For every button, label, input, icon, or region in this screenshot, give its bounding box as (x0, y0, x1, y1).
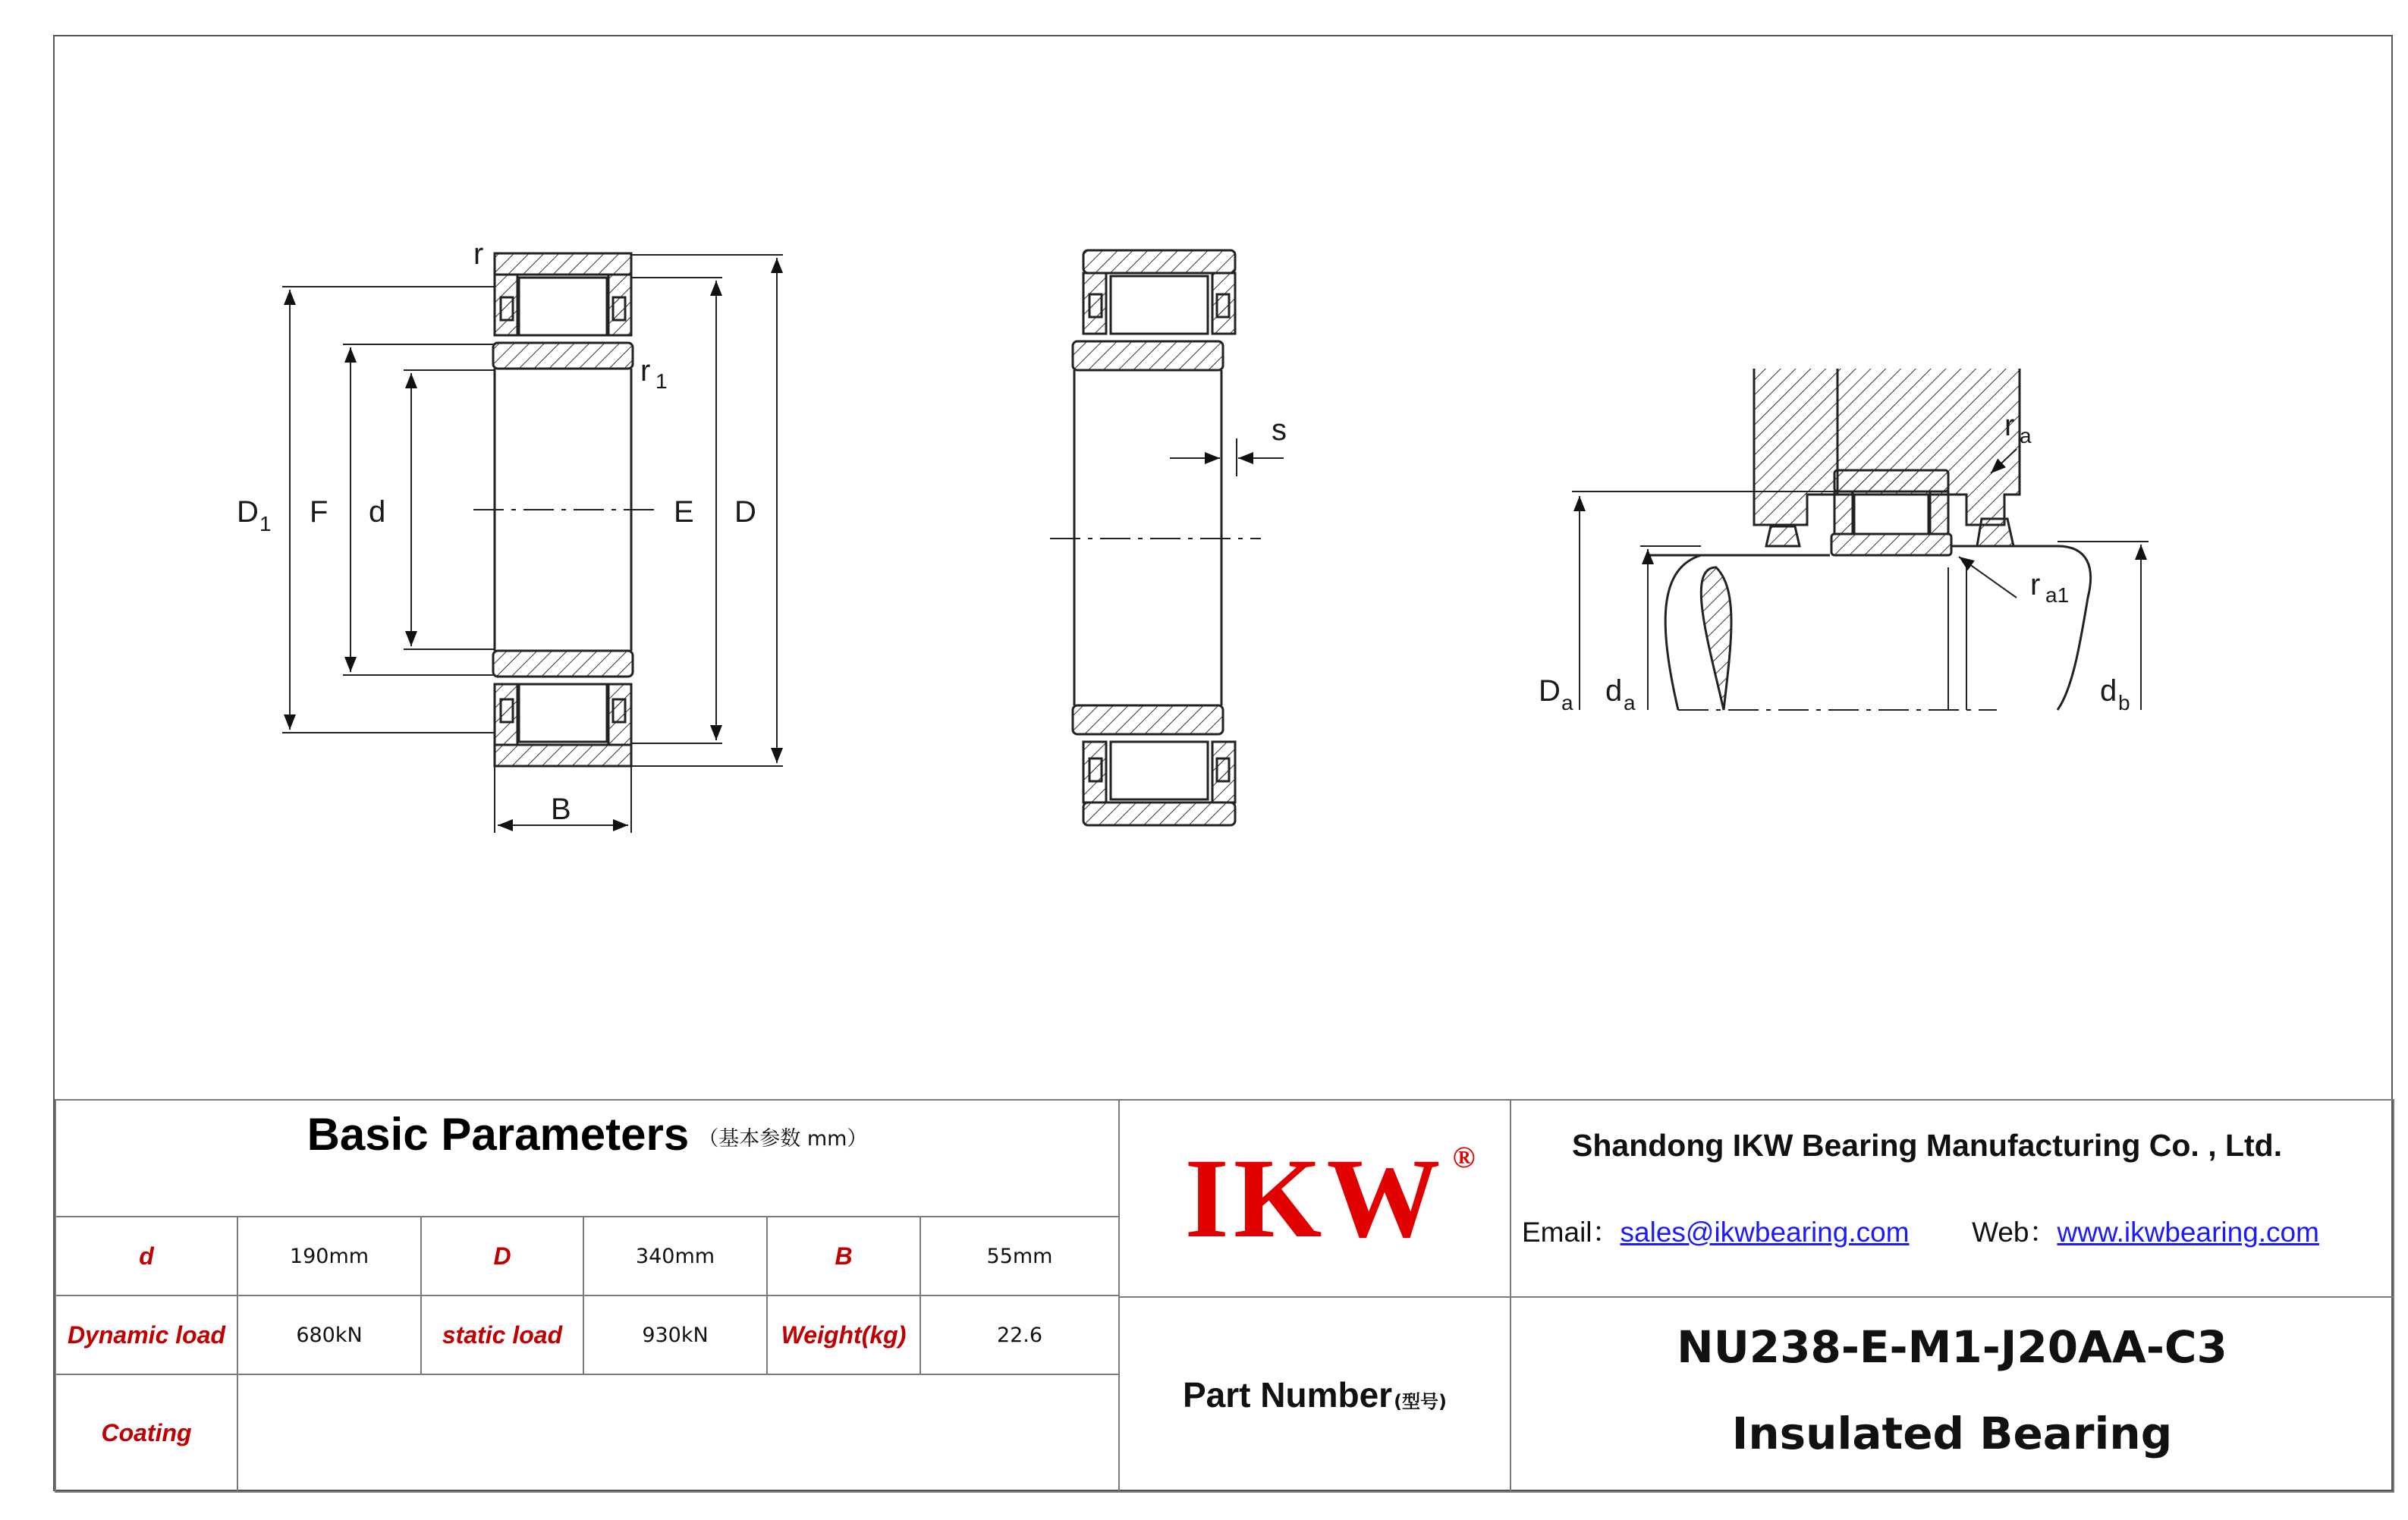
label-db: d (2100, 674, 2117, 708)
product-type: Insulated Bearing (1731, 1407, 2173, 1459)
param-key-d-text: d (139, 1242, 154, 1270)
param-value-dynamic-load (237, 1295, 422, 1375)
param-value-coating (237, 1374, 1120, 1493)
param-key-D-text: D (493, 1242, 511, 1270)
label-db-sub: b (2118, 691, 2130, 714)
param-value-dynamic-load-text: 680kN (296, 1323, 363, 1347)
part-number-value: NU238-E-M1-J20AA-C3 (1677, 1321, 2227, 1373)
label-Da: D (1539, 674, 1561, 708)
param-value-static-load (583, 1295, 768, 1375)
part-number-label: Part Number (1182, 1374, 1393, 1415)
contact-line (1522, 1209, 2319, 1250)
label-s: s (1272, 413, 1287, 447)
param-key-B-text: B (835, 1242, 853, 1270)
param-key-coating (55, 1374, 238, 1493)
part-number-label-cell (1118, 1296, 1511, 1493)
params-header (55, 1099, 1120, 1217)
label-D1: D (237, 495, 259, 529)
label-d: d (369, 495, 386, 529)
label-B: B (551, 793, 571, 826)
param-key-dynamic-load-text: Dynamic load (67, 1321, 226, 1349)
front-view (282, 253, 783, 833)
label-ra: r (2004, 409, 2015, 442)
label-F: F (310, 495, 329, 529)
label-ra-sub: a (2020, 424, 2032, 448)
drawing-sheet (53, 35, 2393, 1491)
label-ra1: r (2030, 568, 2041, 601)
web-link[interactable]: www.ikwbearing.com (2057, 1217, 2319, 1248)
brand-logo (1184, 1133, 1480, 1264)
param-key-weight-text: Weight(kg) (781, 1321, 907, 1349)
label-r1-sub: 1 (655, 369, 668, 393)
param-value-weight (920, 1295, 1120, 1375)
label-r: r (473, 237, 484, 271)
param-value-B-text: 55mm (986, 1244, 1053, 1268)
mounting-view (1572, 369, 2149, 710)
label-da: d (1605, 674, 1623, 708)
label-Da-sub: a (1561, 691, 1573, 714)
part-number-cell (1510, 1296, 2394, 1493)
param-value-d (237, 1216, 422, 1296)
brand-logo-cell (1118, 1099, 1511, 1298)
param-key-coating-text: Coating (101, 1419, 192, 1446)
company-cell (1510, 1099, 2394, 1298)
label-E: E (674, 495, 694, 529)
brand-logo-text: IKW (1184, 1135, 1445, 1261)
param-key-d (55, 1216, 238, 1296)
registered-mark: ® (1452, 1140, 1480, 1174)
param-value-static-load-text: 930kN (642, 1323, 709, 1347)
param-key-B (766, 1216, 921, 1296)
label-D: D (734, 495, 756, 529)
param-value-d-text: 190mm (289, 1244, 369, 1268)
param-value-weight-text: 22.6 (996, 1323, 1043, 1347)
param-value-D-text: 340mm (635, 1244, 715, 1268)
params-title-note: （基本参数 mm） (698, 1127, 868, 1151)
label-r1: r (640, 354, 651, 388)
web-label: Web： (1972, 1217, 2057, 1248)
side-view (1050, 250, 1284, 825)
label-ra1-sub: a1 (2045, 583, 2070, 607)
label-D1-sub: 1 (259, 512, 272, 535)
email-link[interactable]: sales@ikwbearing.com (1620, 1217, 1910, 1248)
label-da-sub: a (1624, 691, 1636, 714)
email-label: Email： (1522, 1217, 1621, 1248)
param-key-dynamic-load (55, 1295, 238, 1375)
company-name: Shandong IKW Bearing Manufacturing Co. , Ltd. (1572, 1128, 2283, 1163)
param-key-D (420, 1216, 584, 1296)
technical-drawing (55, 36, 2394, 1100)
title-block (55, 1099, 2394, 1493)
param-key-static-load-text: static load (442, 1321, 563, 1349)
param-value-B (920, 1216, 1120, 1296)
param-key-weight (766, 1295, 921, 1375)
param-value-D (583, 1216, 768, 1296)
part-number-label-note: (型号) (1394, 1391, 1447, 1412)
params-title: Basic Parameters (307, 1109, 690, 1160)
param-key-static-load (420, 1295, 584, 1375)
